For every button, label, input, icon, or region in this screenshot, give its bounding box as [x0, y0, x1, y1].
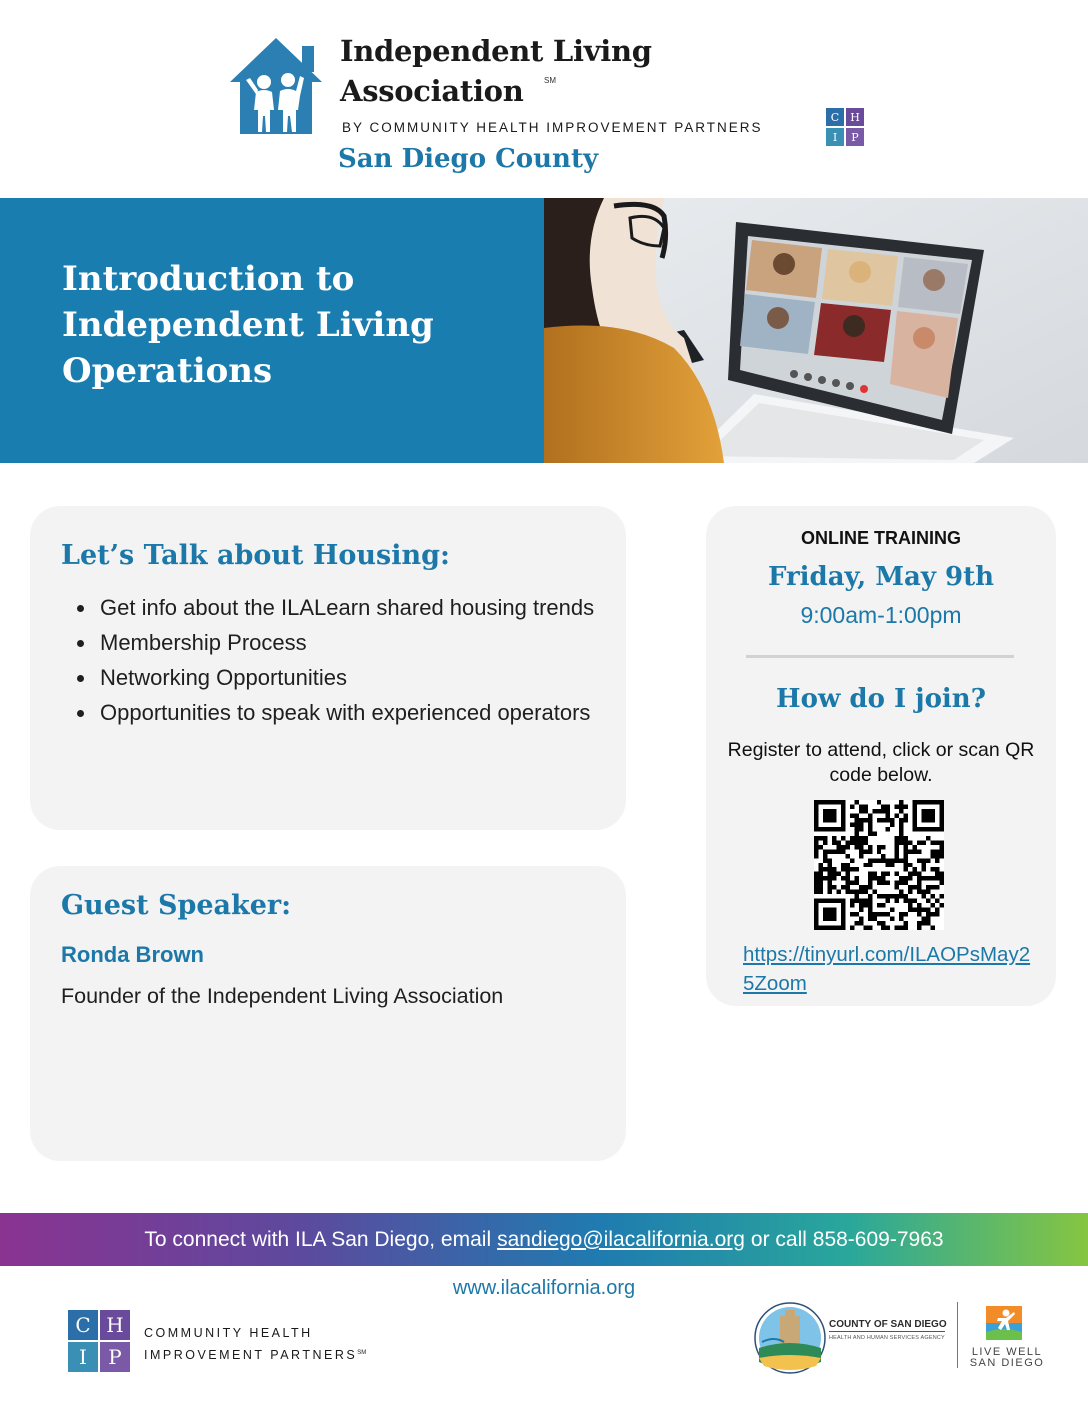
org-name-line2: Association — [340, 74, 524, 108]
county-seal-icon — [754, 1302, 826, 1374]
training-date: Friday, May 9th — [767, 562, 995, 592]
training-time: 9:00am-1:00pm — [800, 602, 962, 628]
contact-band — [0, 1213, 1088, 1266]
training-card — [706, 506, 1056, 1006]
contact-suffix: or call 858-609-7963 — [750, 1227, 944, 1251]
live-well-line2: SAN DIEGO — [969, 1357, 1045, 1369]
list-item: Membership Process — [100, 625, 610, 660]
divider — [746, 655, 1014, 658]
contact-prefix: To connect with ILA San Diego, email — [144, 1227, 492, 1251]
chip-logo-small — [826, 108, 864, 146]
speaker-role: Founder of the Independent Living Association — [61, 984, 504, 1008]
county-agency: HEALTH AND HUMAN SERVICES AGENCY — [829, 1335, 945, 1341]
chip-text-line2: IMPROVEMENT PARTNERS — [144, 1348, 358, 1363]
chip-letter: I — [826, 128, 844, 146]
page-title: Introduction to Independent Living Operations — [62, 259, 434, 391]
join-instructions: Register to attend, click or scan QR code below. — [727, 739, 1035, 786]
org-name-line1: Independent Living — [340, 34, 652, 68]
housing-topics-list — [100, 590, 610, 730]
chip-service-mark: SM — [357, 1350, 367, 1356]
chip-letter: C — [68, 1310, 98, 1340]
region-title: San Diego County — [338, 144, 599, 174]
county-name: COUNTY OF SAN DIEGO — [829, 1319, 947, 1330]
join-heading: How do I join? — [776, 684, 986, 714]
live-well-text — [962, 1347, 1052, 1369]
speaker-card — [30, 866, 626, 1161]
ila-house-logo-icon — [228, 36, 324, 136]
registration-link[interactable]: https://tinyurl.com/ILAOPsMay25Zoom — [743, 943, 1031, 995]
divider — [829, 1331, 945, 1332]
org-byline: BY COMMUNITY HEALTH IMPROVEMENT PARTNERS — [342, 120, 763, 135]
service-mark: SM — [544, 76, 556, 85]
website-link[interactable]: www.ilacalifornia.org — [452, 1277, 636, 1299]
chip-letter: C — [826, 108, 844, 126]
chip-letter: P — [100, 1342, 130, 1372]
chip-letter: I — [68, 1342, 98, 1372]
chip-letter: H — [100, 1310, 130, 1340]
video-call-photo — [544, 198, 1088, 463]
list-item: Get info about the ILALearn shared housing trends — [100, 590, 610, 625]
logo-separator — [957, 1302, 958, 1368]
qr-code-icon[interactable] — [814, 800, 944, 930]
live-well-icon — [986, 1306, 1022, 1340]
contact-email-link[interactable]: sandiego@ilacalifornia.org — [497, 1227, 745, 1251]
speaker-heading: Guest Speaker: — [61, 890, 292, 921]
chip-logo — [68, 1310, 130, 1372]
live-well-line1: LIVE WELL — [971, 1346, 1043, 1358]
chip-letter: H — [846, 108, 864, 126]
training-type-label: ONLINE TRAINING — [801, 528, 961, 548]
chip-text-line1: COMMUNITY HEALTH — [144, 1326, 313, 1340]
list-item: Networking Opportunities — [100, 660, 610, 695]
chip-letter: P — [846, 128, 864, 146]
chip-logo-text — [144, 1323, 366, 1365]
housing-card — [30, 506, 626, 830]
housing-heading: Let’s Talk about Housing: — [61, 540, 450, 571]
list-item: Opportunities to speak with experienced operators — [100, 695, 610, 730]
speaker-name: Ronda Brown — [61, 942, 204, 967]
